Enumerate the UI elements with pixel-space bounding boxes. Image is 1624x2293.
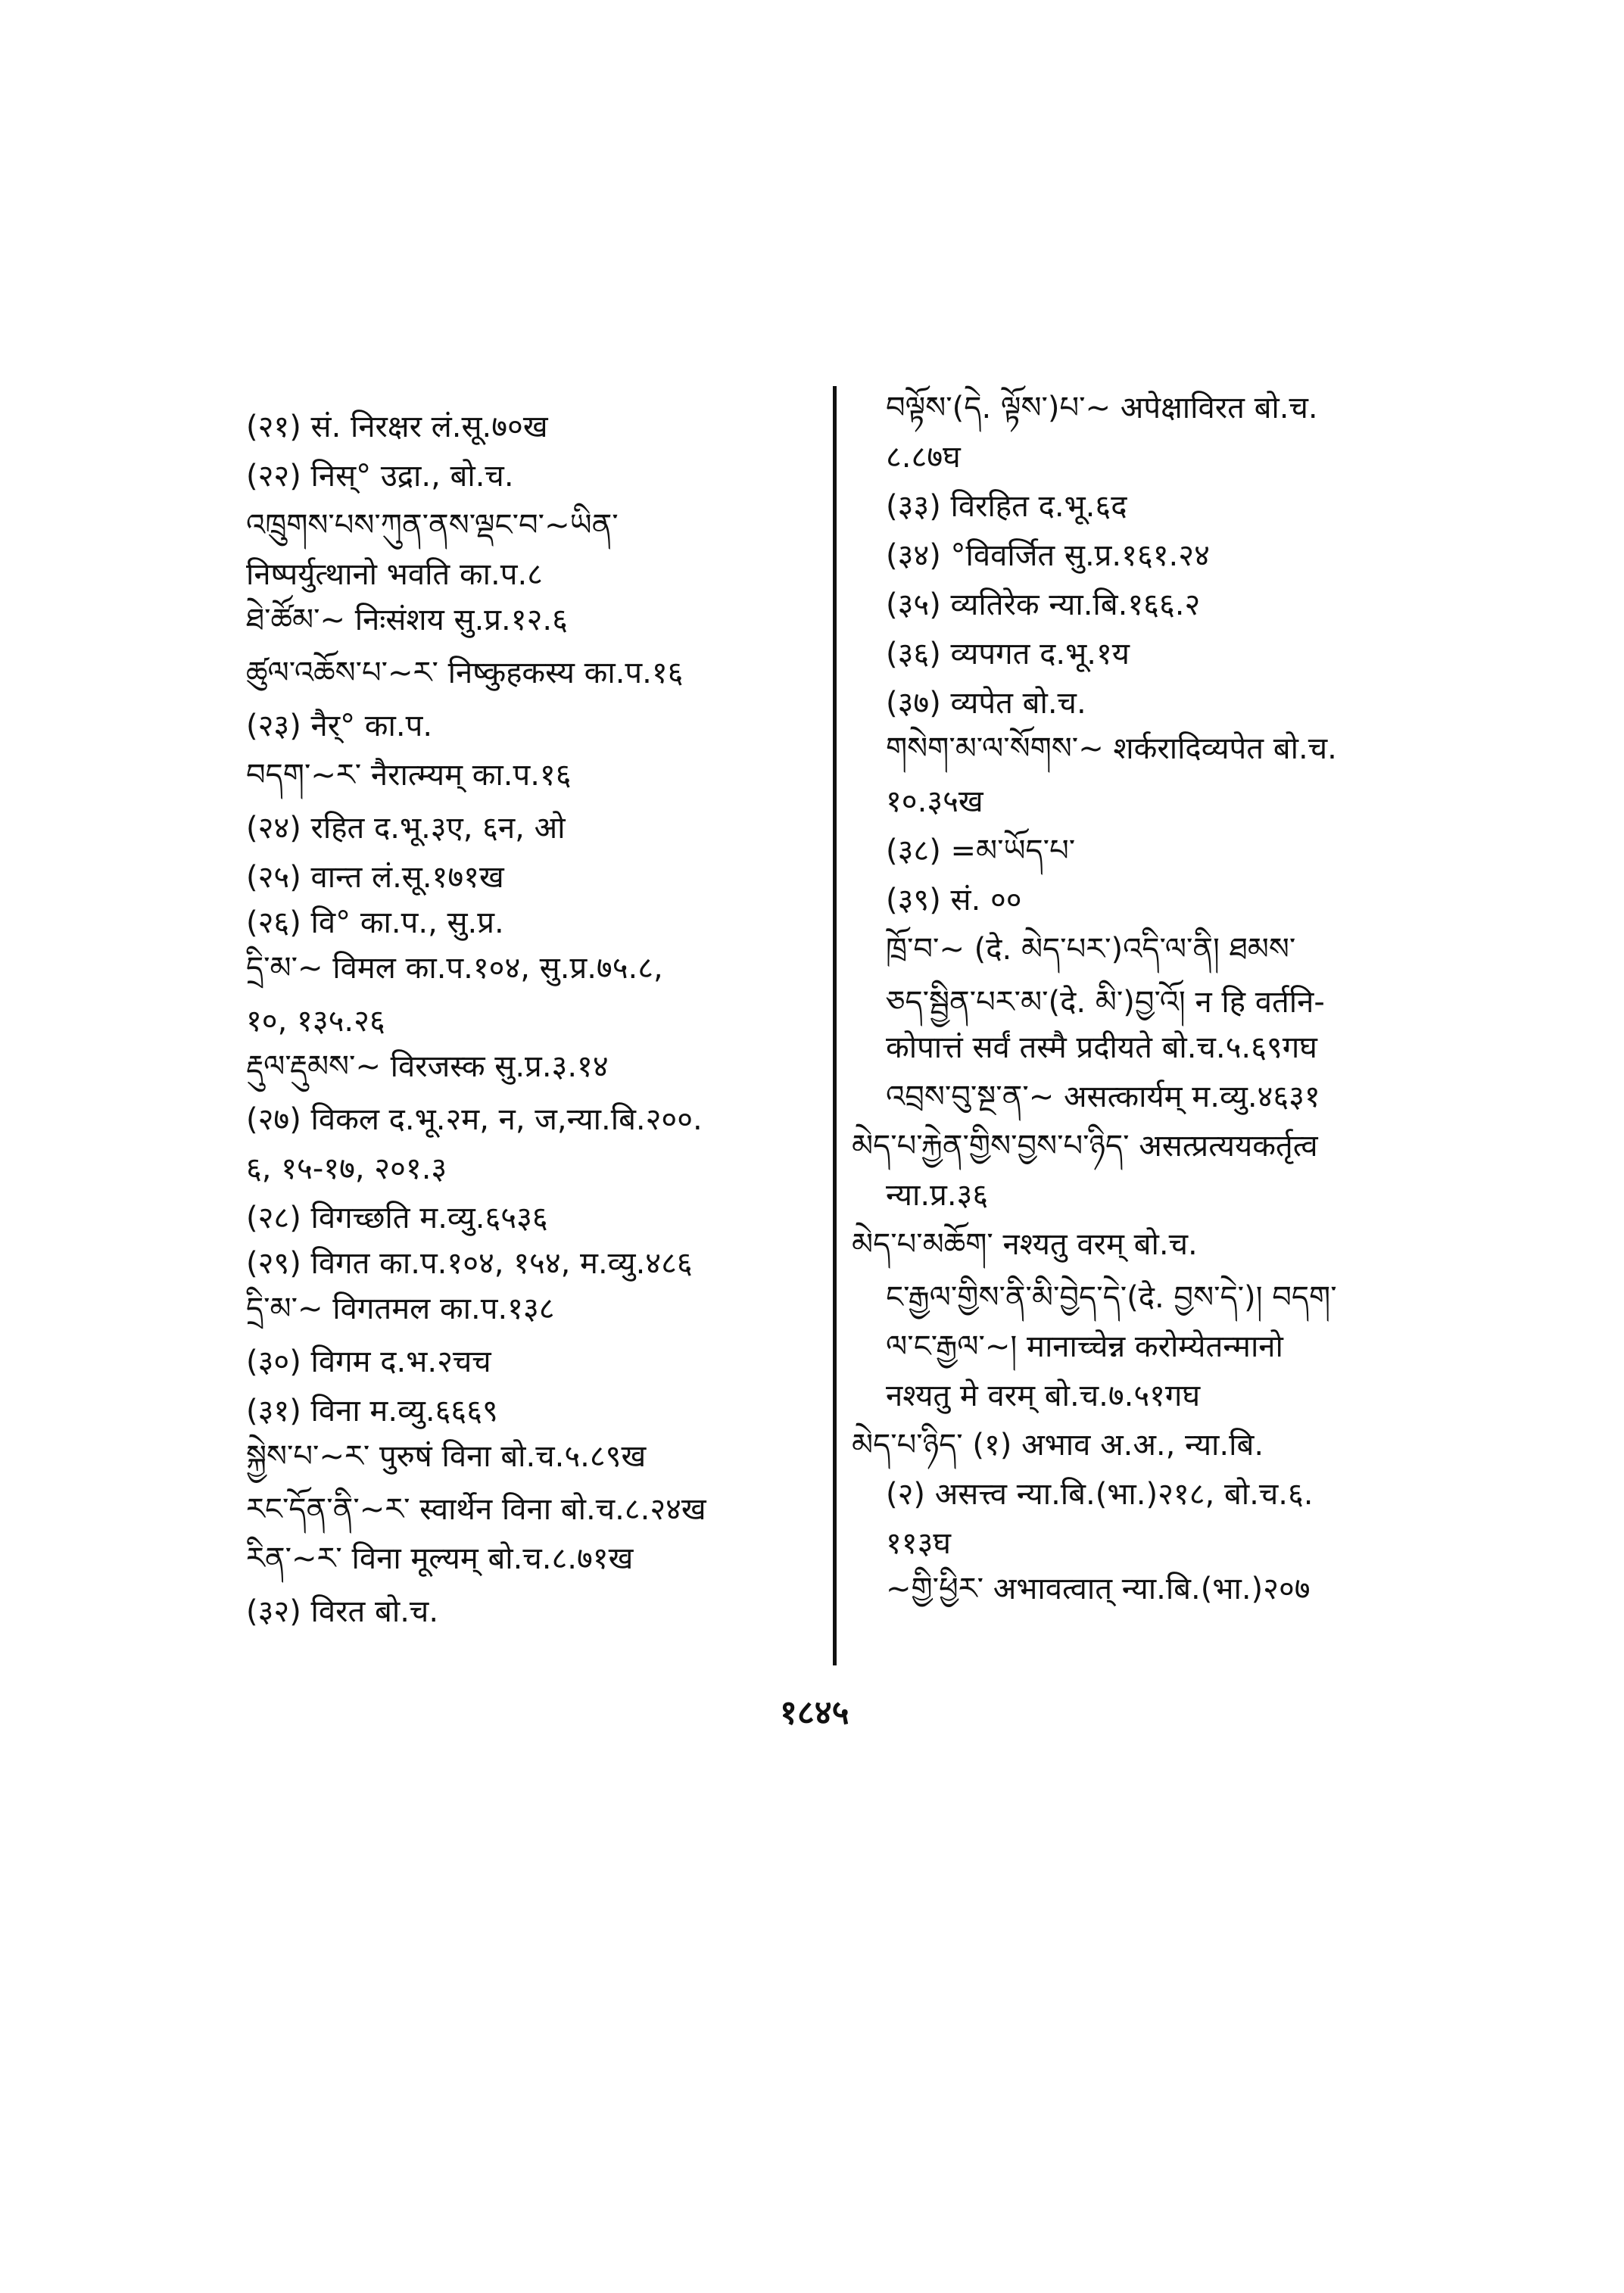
entry-line: ཁྲོ་བ་~ (दे. མེད་པར་)འདི་ལ་ནི། ཐམས་: [886, 932, 1296, 967]
entry-line: १०, १३५.२६: [246, 1004, 385, 1039]
entry-line: (२१) सं. निरक्षर लं.सू.७०ख: [246, 410, 548, 444]
entry-line: འཁྲུགས་པས་ཀུན་ནས་ལྡང་བ་~ཡིན་: [246, 508, 619, 543]
entry-line: नश्यतु मे वरम् बो.च.७.५१गघ: [886, 1379, 1201, 1413]
entry-line: न्या.प्र.३६: [886, 1178, 989, 1213]
entry-line: (२२) निस्° उद्रा., बो.च.: [246, 459, 514, 494]
page-number: १८४५: [780, 1693, 849, 1732]
entry-line: རང་དོན་ནི་~ར་ स्वार्थेन विना बो.च.८.२४ख: [246, 1492, 706, 1527]
entry-line: (२५) वान्त लं.सू.१७१ख: [246, 860, 504, 895]
entry-line: རིན་~ར་ विना मूल्यम् बो.च.८.७१ख: [246, 1541, 634, 1576]
entry-line: १०.३५ख: [886, 784, 983, 819]
entry-line: (३०) विगम द.भ.२चच: [246, 1344, 491, 1379]
entry-line: དྲི་མ་~ विगतमल का.प.१३८: [246, 1291, 555, 1326]
entry-line: སྐྱེས་པ་~ར་ पुरुषं विना बो.च.५.८९ख: [246, 1439, 647, 1474]
entry-line: བལྟོས་(དེ. ལྟོས་)པ་~ अपेक्षाविरत बो.च.: [886, 391, 1318, 425]
entry-line: (३१) विना म.व्यु.६६६९: [246, 1394, 498, 1428]
entry-line: (३६) व्यपगत द.भू.१य: [886, 637, 1130, 671]
entry-line: བདག་~ར་ नैरात्म्यम् का.प.१६: [246, 758, 572, 793]
entry-line: (२३) नैर्° का.प.: [246, 709, 433, 743]
entry-line: ཅད་སྦྱིན་པར་མ་(दे. མི་)བྱ་འོ། न हि वर्तनि-: [886, 985, 1325, 1020]
entry-line: ཐེ་ཚོམ་~ निःसंशय सु.प्र.१२.६: [246, 603, 568, 637]
entry-line: (२४) रहित द.भू.३ए, ६न, ओ: [246, 811, 566, 846]
entry-line: ང་རྒྱལ་གྱིས་ནི་མི་བྱེད་དེ་(दे. བྱས་དེ་)། བདག་: [886, 1280, 1337, 1315]
entry-line: དྲི་མ་~ विमल का.प.१०४, सु.प्र.७५.८,: [246, 951, 663, 986]
entry-line: (२) असत्त्व न्या.बि.(भा.)२१८, बो.च.६.: [886, 1477, 1314, 1512]
entry-line: (३९) सं. ००: [886, 883, 1022, 918]
entry-line: ६, १५-१७, २०१.३: [246, 1151, 447, 1186]
entry-line: कोपात्तं सर्वं तस्मै प्रदीयते बो.च.५.६९गघ: [886, 1030, 1317, 1065]
entry-line: (२९) विगत का.प.१०४, १५४, म.व्यु.४८६: [246, 1246, 693, 1281]
entry-line: འབྲས་བུ་སྔ་ན་~ असत्कार्यम् म.व्यु.४६३१: [886, 1080, 1320, 1114]
entry-line: མེད་པ་ཉིད་ (१) अभाव अ.अ., न्या.बि.: [852, 1428, 1264, 1463]
entry-line: (२६) वि° का.प., सु.प्र.: [246, 905, 504, 940]
entry-line: མེད་པ་མཆོག་ नश्यतु वरम् बो.च.: [852, 1227, 1198, 1262]
entry-line: (३५) व्यतिरेक न्या.बि.१६६.२: [886, 587, 1201, 622]
entry-line: ལ་ང་རྒྱལ་~། मानाच्चेन्न करोम्येतन्मानो: [886, 1329, 1283, 1364]
entry-line: निष्पर्युत्थानो भवति का.प.८: [246, 557, 543, 592]
entry-line: མེད་པ་རྐྱེན་གྱིས་བྱས་པ་ཉིད་ असत्प्रत्ययकर्तृत्व: [852, 1129, 1318, 1164]
entry-line: (२८) विगच्छति म.व्यु.६५३६: [246, 1201, 548, 1235]
entry-line: ११३घ: [886, 1526, 952, 1561]
entry-line: ཚུལ་འཆོས་པ་~ར་ निष्कुहकस्य का.प.१६: [246, 656, 684, 690]
entry-line: (३८) =མ་ཡོད་པ་: [886, 833, 1076, 868]
entry-line: གསེག་མ་ལ་སོགས་~ शर्करादिव्यपेत बो.च.: [886, 731, 1337, 766]
entry-line: ८.८७घ: [886, 440, 961, 475]
entry-line: ~གྱི་ཕྱིར་ अभावत्वात् न्या.बि.(भा.)२०७: [886, 1572, 1311, 1606]
entry-line: རྡུལ་རྡུམས་~ विरजस्क सु.प्र.३.१४: [246, 1049, 609, 1084]
entry-line: (२७) विकल द.भू.२म, न, ज,न्या.बि.२००.: [246, 1102, 703, 1137]
entry-line: (३७) व्यपेत बो.च.: [886, 686, 1086, 721]
entry-line: (३३) विरहित द.भू.६द: [886, 489, 1127, 524]
entry-line: (३२) विरत बो.च.: [246, 1594, 439, 1629]
entry-line: (३४) °विवर्जित सु.प्र.१६१.२४: [886, 538, 1210, 573]
column-divider: [833, 386, 837, 1665]
